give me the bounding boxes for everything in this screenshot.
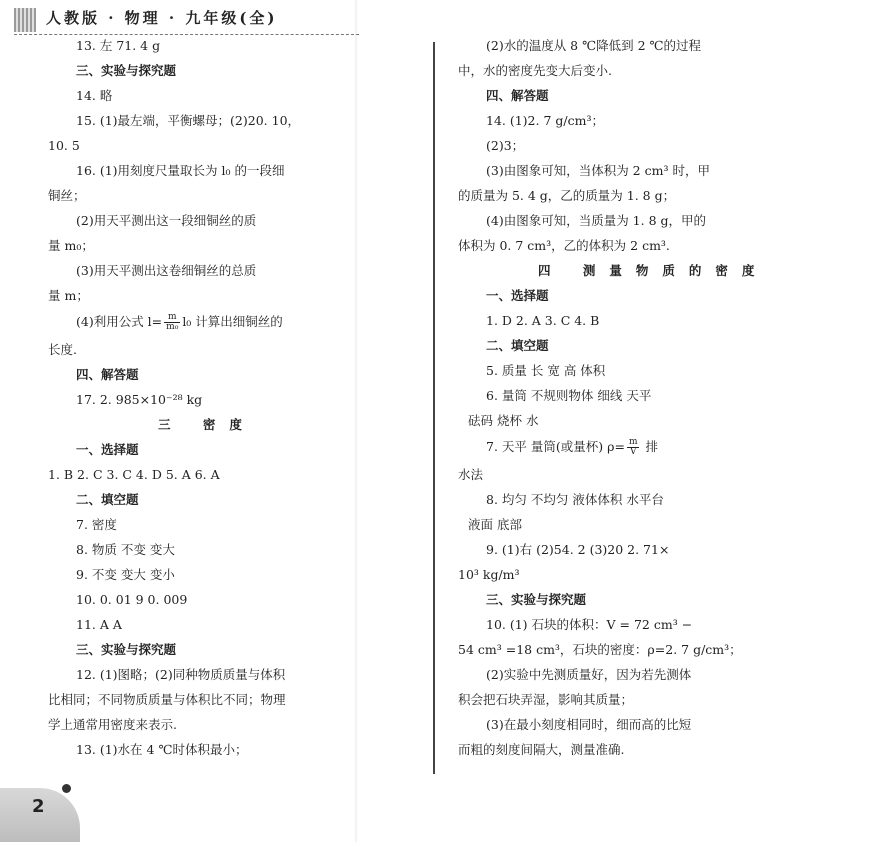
answer-line: 9. (1)右 (2)54. 2 (3)20 2. 71× [486, 542, 670, 557]
page-fold-shadow [355, 0, 358, 842]
header-rule [14, 34, 359, 35]
answer-line: 11. A A [76, 617, 122, 632]
answer-line: 10. (1) 石块的体积：V = 72 cm³ − [486, 617, 693, 632]
answer-line: 砝码 烧杯 水 [468, 413, 539, 428]
answer-line: 7. 密度 [76, 517, 117, 532]
fraction-denominator: V [629, 447, 637, 457]
section-heading: 二、填空题 [486, 338, 549, 353]
answer-line: 的质量为 5. 4 g，乙的质量为 1. 8 g； [458, 188, 676, 203]
page-number-dot [62, 784, 71, 793]
answer-line [486, 438, 658, 457]
answer-line: 8. 物质 不变 变大 [76, 542, 175, 557]
fraction [164, 313, 180, 332]
fraction-numerator: m [164, 313, 180, 323]
answer-line: 8. 均匀 不均匀 液体体积 水平台 [486, 492, 664, 507]
answer-line: 16. (1)用刻度尺量取长为 l₀ 的一段细 [76, 163, 285, 178]
section-heading: 四、解答题 [486, 88, 549, 103]
answer-line: 10. 0. 01 9 0. 009 [76, 592, 188, 607]
answer-line: (3)用天平测出这卷细铜丝的总质 [76, 263, 257, 278]
section-heading: 四、解答题 [76, 367, 139, 382]
answer-line: (2)3； [486, 138, 525, 153]
answer-line: 体积为 0. 7 cm³，乙的体积为 2 cm³. [458, 238, 670, 253]
answer-line: 12. (1)图略；(2)同种物质质量与体积 [76, 667, 286, 682]
section-heading: 二、填空题 [76, 492, 139, 507]
answer-line: 积会把石块弄湿，影响其质量； [458, 692, 634, 707]
answer-line: (2)用天平测出这一段细铜丝的质 [76, 213, 257, 228]
answer-line: 10. 5 [48, 138, 80, 153]
chapter-heading: 四 测量物质的密度 [538, 263, 769, 278]
answer-line: 1. D 2. A 3. C 4. B [486, 313, 600, 328]
answer-line: (3)由图象可知，当体积为 2 cm³ 时，甲 [486, 163, 710, 178]
answer-line: 水法 [458, 467, 484, 482]
answer-line: 15. (1)最左端，平衡螺母；(2)20. 10， [76, 113, 301, 128]
answer-line: 而粗的刻度间隔大，测量准确. [458, 742, 625, 757]
answer-line: (2)水的温度从 8 ℃降低到 2 ℃的过程 [486, 38, 701, 53]
formula-prefix: 7. 天平 量筒(或量杯) ρ= [486, 439, 625, 454]
section-heading: 一、选择题 [486, 288, 549, 303]
fraction-denominator: m₀ [166, 322, 179, 332]
answer-line: 液面 底部 [468, 517, 522, 532]
answer-line: 量 m₀； [48, 238, 94, 253]
answer-line: 6. 量筒 不规则物体 细线 天平 [486, 388, 652, 403]
answer-line: 13. 左 71. 4 g [76, 38, 161, 53]
fraction-numerator: m [628, 437, 638, 447]
answer-line: 14. (1)2. 7 g/cm³； [486, 113, 604, 128]
section-heading: 三、实验与探究题 [486, 592, 587, 607]
answer-line: 1. B 2. C 3. C 4. D 5. A 6. A [48, 467, 220, 482]
answer-line: 10³ kg/m³ [458, 567, 520, 582]
answer-line: 54 cm³ =18 cm³，石块的密度：ρ=2. 7 g/cm³； [458, 642, 742, 657]
page-number: 2 [32, 796, 45, 817]
answer-line: 量 m； [48, 288, 89, 303]
answer-line: 长度. [48, 342, 77, 357]
answer-line: (3)在最小刻度相同时，细而高的比短 [486, 717, 692, 732]
formula-suffix: 排 [641, 439, 658, 454]
answer-line: (4)由图象可知，当质量为 1. 8 g，甲的 [486, 213, 707, 228]
answer-line: 5. 质量 长 宽 高 体积 [486, 363, 606, 378]
formula-suffix: l₀ 计算出细铜丝的 [182, 314, 283, 329]
answer-line: 13. (1)水在 4 ℃时体积最小； [76, 742, 248, 757]
section-heading: 三、实验与探究题 [76, 642, 177, 657]
answer-line: 比相同；不同物质质量与体积比不同；物理 [48, 692, 286, 707]
fraction [627, 438, 640, 457]
answer-line: 铜丝； [48, 188, 86, 203]
answer-line: 14. 略 [76, 88, 113, 103]
header-stripe-decoration [14, 8, 36, 32]
answer-line: 9. 不变 变大 变小 [76, 567, 175, 582]
answer-line: 学上通常用密度来表示. [48, 717, 177, 732]
answer-line: (2)实验中先测质量好，因为若先测体 [486, 667, 692, 682]
answer-line [76, 313, 283, 332]
column-divider [433, 42, 435, 774]
section-heading: 一、选择题 [76, 442, 139, 457]
answer-line: 17. 2. 985×10⁻²⁸ kg [76, 392, 203, 407]
section-heading: 三、实验与探究题 [76, 63, 177, 78]
book-header-title: 人教版 · 物理 · 九年级(全) [46, 9, 278, 27]
formula-prefix: (4)利用公式 l= [76, 314, 163, 329]
chapter-heading: 三 密度 [158, 417, 256, 432]
answer-line: 中，水的密度先变大后变小. [458, 63, 612, 78]
